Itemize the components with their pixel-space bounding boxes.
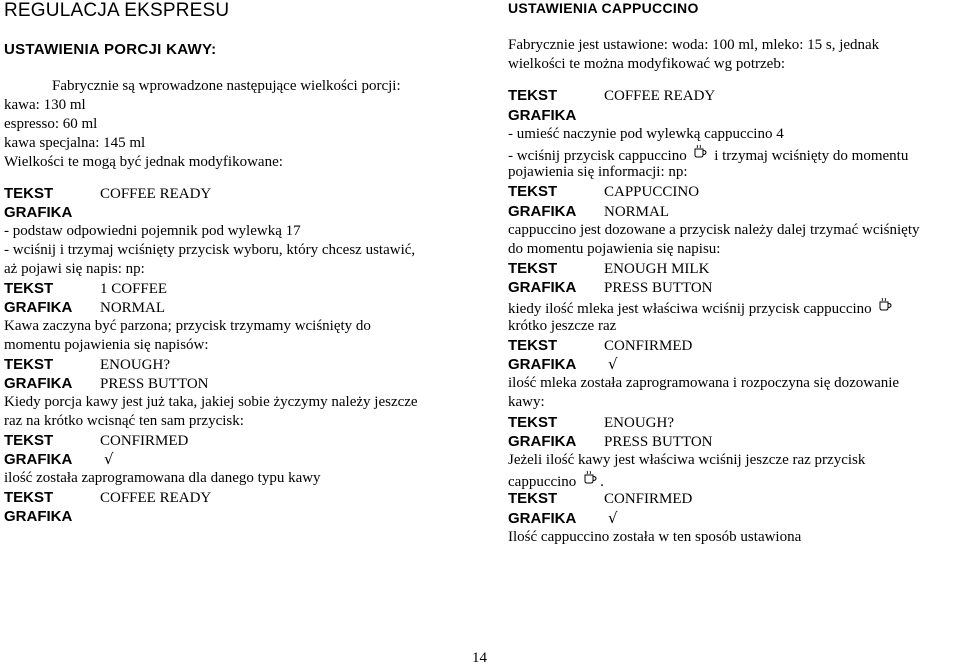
grafika-label: GRAFIKA xyxy=(4,375,73,392)
display-graphic-row xyxy=(4,374,418,393)
intro-text: wielkości te można modyfikować wg potrzeb: xyxy=(508,56,786,73)
tekst-label: TEKST xyxy=(508,260,558,278)
instruction-text: i trzymaj wciśnięty do momentu xyxy=(714,147,909,164)
display-text-value: ENOUGH? xyxy=(604,414,674,431)
display-graphic-row xyxy=(4,298,418,317)
display-text-value: ENOUGH MILK xyxy=(604,261,710,278)
grafika-label: GRAFIKA xyxy=(508,106,577,124)
display-graphic-row xyxy=(508,432,920,451)
instruction-text: Kiedy porcja kawy jest już taka, jakiej sobie życzymy należy jeszcze xyxy=(4,394,418,410)
display-text-value: CONFIRMED xyxy=(604,337,693,354)
display-text-value: CAPPUCCINO xyxy=(604,184,700,201)
tekst-label: TEKST xyxy=(508,183,558,201)
instruction-text: momentu pojawienia się napisów: xyxy=(4,337,209,353)
display-text-value: COFFEE READY xyxy=(604,88,716,105)
instruction-text: ilość mleka została zaprogramowana i rozpoczyna się dozowanie xyxy=(508,375,900,392)
tekst-label: TEKST xyxy=(508,490,558,508)
display-graphic-row xyxy=(508,509,920,528)
instruction-text xyxy=(508,470,920,489)
display-text-value: CONFIRMED xyxy=(604,491,693,508)
instruction-text: cappuccino xyxy=(508,474,577,491)
instruction-step: - umieść naczynie pod wylewką cappuccino 4 xyxy=(508,125,784,142)
instruction-step: pojawienia się informacji: np: xyxy=(508,164,688,181)
instruction-text: kiedy ilość mleka jest właściwa wciśnij przycisk cappuccino xyxy=(508,301,872,318)
display-text-value: COFFEE READY xyxy=(100,186,212,202)
display-graphic-row xyxy=(4,450,418,469)
tekst-label: TEKST xyxy=(508,87,558,105)
display-graphic-row xyxy=(508,106,920,125)
display-graphic-row xyxy=(508,355,920,374)
cappuccino-settings-body xyxy=(508,36,920,547)
grafika-label: GRAFIKA xyxy=(508,279,577,297)
tekst-label: TEKST xyxy=(4,185,54,202)
checkmark-icon: √ xyxy=(608,508,618,527)
display-graphic-row xyxy=(508,202,920,221)
instruction-step: - podstaw odpowiedni pojemnik pod wylewką 17 xyxy=(4,223,301,239)
display-text-value: ENOUGH? xyxy=(100,357,170,373)
display-text-value: COFFEE READY xyxy=(100,490,212,506)
display-graphic-row xyxy=(4,203,418,222)
display-text-row xyxy=(4,431,418,450)
grafika-label: GRAFIKA xyxy=(508,202,577,220)
display-graphic-value: PRESS BUTTON xyxy=(100,376,209,392)
checkmark-icon: √ xyxy=(104,450,114,468)
grafika-label: GRAFIKA xyxy=(508,432,577,450)
tekst-label: TEKST xyxy=(4,280,54,297)
modifiable-text: Wielkości te mogą być jednak modyfikowane: xyxy=(4,154,283,170)
display-text-row xyxy=(508,413,920,432)
instruction-text: Kawa zaczyna być parzona; przycisk trzymamy wciśnięty do xyxy=(4,318,371,334)
portion-settings-body xyxy=(4,77,418,526)
display-text-row xyxy=(4,279,418,298)
instruction-text: Ilość cappuccino została w ten sposób ustawiona xyxy=(508,528,802,545)
grafika-label: GRAFIKA xyxy=(4,299,73,316)
tekst-label: TEKST xyxy=(4,432,54,449)
instruction-text: do momentu pojawienia się napisu: xyxy=(508,240,721,257)
display-text-row xyxy=(508,489,920,508)
instruction-step: aż pojawi się napis: np: xyxy=(4,261,145,277)
grafika-label: GRAFIKA xyxy=(4,508,73,525)
instruction-step: - wciśnij i trzymaj wciśnięty przycisk wyboru, który chcesz ustawić, xyxy=(4,242,416,258)
instruction-text xyxy=(508,297,920,316)
intro-text: Fabrycznie jest ustawione: woda: 100 ml, mleko: 15 s, jednak xyxy=(508,37,880,53)
instruction-text: Jeżeli ilość kawy jest właściwa wciśnij jeszcze raz przycisk xyxy=(508,451,866,468)
instruction-step xyxy=(508,144,920,163)
portion-settings-heading: USTAWIENIA PORCJI KAWY: xyxy=(4,41,217,58)
display-graphic-value: NORMAL xyxy=(100,300,166,316)
display-text-row xyxy=(4,184,418,203)
portion-item: kawa specjalna: 145 ml xyxy=(4,135,146,151)
display-text-row xyxy=(508,182,920,201)
cappuccino-cup-icon xyxy=(878,297,892,311)
display-text-row xyxy=(508,259,920,278)
display-graphic-value: PRESS BUTTON xyxy=(604,433,713,450)
instruction-text: raz na krótko wcisnąć ten sam przycisk: xyxy=(4,413,244,429)
portion-item: kawa: 130 ml xyxy=(4,97,86,113)
display-text-value: 1 COFFEE xyxy=(100,281,168,297)
tekst-label: TEKST xyxy=(4,356,54,373)
checkmark-icon: √ xyxy=(608,355,618,373)
display-text-row xyxy=(4,355,418,374)
grafika-label: GRAFIKA xyxy=(508,356,577,373)
display-graphic-value: NORMAL xyxy=(604,203,670,220)
grafika-label: GRAFIKA xyxy=(4,451,73,468)
display-graphic-row xyxy=(508,278,920,297)
cappuccino-cup-icon xyxy=(693,144,707,158)
portion-item: espresso: 60 ml xyxy=(4,116,98,132)
cappuccino-cup-icon xyxy=(583,470,597,484)
display-text-value: CONFIRMED xyxy=(100,433,189,449)
grafika-label: GRAFIKA xyxy=(508,509,577,527)
display-text-row xyxy=(4,488,418,507)
display-graphic-row xyxy=(4,507,418,526)
tekst-label: TEKST xyxy=(508,336,558,354)
tekst-label: TEKST xyxy=(4,489,54,506)
instruction-text: kawy: xyxy=(508,394,545,411)
display-graphic-value: PRESS BUTTON xyxy=(604,280,713,297)
instruction-text: . xyxy=(600,474,604,491)
page-number: 14 xyxy=(472,650,487,666)
instruction-text: cappuccino jest dozowane a przycisk należy dalej trzymać wciśnięty xyxy=(508,221,920,238)
instruction-text: krótko jeszcze raz xyxy=(508,317,617,334)
display-text-row xyxy=(508,336,920,355)
instruction-text: - wciśnij przycisk cappuccino xyxy=(508,147,687,164)
instruction-text: ilość została zaprogramowana dla danego typu kawy xyxy=(4,470,321,486)
intro-text: Fabrycznie są wprowadzone następujące wielkości porcji: xyxy=(52,78,401,94)
display-text-row xyxy=(508,86,920,105)
cappuccino-settings-heading: USTAWIENIA CAPPUCCINO xyxy=(508,0,699,16)
tekst-label: TEKST xyxy=(508,413,558,431)
grafika-label: GRAFIKA xyxy=(4,204,73,221)
page-title: REGULACJA EKSPRESU xyxy=(4,0,230,21)
